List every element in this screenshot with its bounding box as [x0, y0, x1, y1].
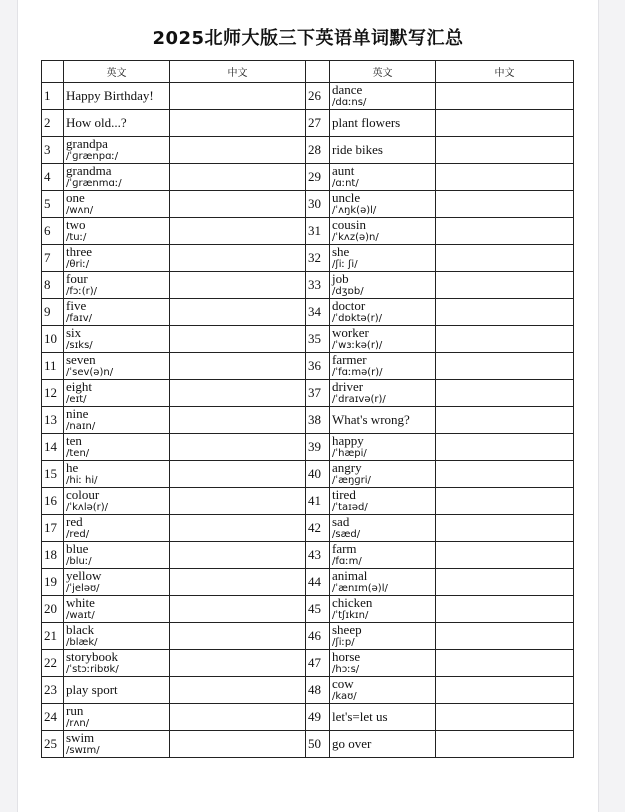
- chinese-answer-blank[interactable]: [436, 299, 574, 326]
- phonetic: /swɪm/: [66, 745, 100, 756]
- word-number: 37: [306, 380, 330, 407]
- word-number: 13: [42, 407, 64, 434]
- table-row: [42, 704, 574, 731]
- chinese-answer-blank[interactable]: [170, 326, 306, 353]
- word-number: 4: [42, 164, 64, 191]
- chinese-answer-blank[interactable]: [436, 218, 574, 245]
- table-row: [42, 569, 574, 596]
- document-page: [17, 0, 599, 812]
- english-word-cell: [330, 596, 436, 623]
- phonetic: /ˈænɪm(ə)l/: [332, 583, 388, 594]
- english-word: Happy Birthday!: [66, 88, 154, 103]
- english-word: How old...?: [66, 115, 127, 130]
- english-word: nine: [66, 406, 89, 421]
- word-number: 21: [42, 623, 64, 650]
- english-word-cell: [330, 434, 436, 461]
- english-word-cell: [64, 83, 170, 110]
- word-number: 16: [42, 488, 64, 515]
- table-row: [42, 218, 574, 245]
- phonetic: /ˈdraɪvə(r)/: [332, 394, 386, 405]
- english-word-cell: [64, 677, 170, 704]
- chinese-answer-blank[interactable]: [170, 353, 306, 380]
- english-word-cell: [64, 245, 170, 272]
- english-word-cell: [330, 326, 436, 353]
- phonetic: /ˈɡrænpɑː/: [66, 151, 119, 162]
- english-word: What's wrong?: [332, 412, 410, 427]
- chinese-answer-blank[interactable]: [170, 245, 306, 272]
- chinese-answer-blank[interactable]: [436, 380, 574, 407]
- chinese-answer-blank[interactable]: [436, 137, 574, 164]
- english-word-cell: [330, 137, 436, 164]
- english-word: happy: [332, 433, 364, 448]
- english-word-cell: [330, 164, 436, 191]
- phonetic: /wʌn/: [66, 205, 94, 216]
- word-number: 39: [306, 434, 330, 461]
- english-word: doctor: [332, 298, 366, 313]
- chinese-answer-blank[interactable]: [436, 623, 574, 650]
- table-row: [42, 380, 574, 407]
- phonetic: /sæd/: [332, 529, 361, 540]
- chinese-answer-blank[interactable]: [170, 164, 306, 191]
- word-number: 10: [42, 326, 64, 353]
- chinese-answer-blank[interactable]: [170, 569, 306, 596]
- phonetic: /blæk/: [66, 637, 98, 648]
- phonetic: /ˈsev(ə)n/: [66, 367, 114, 378]
- english-word: cow: [332, 676, 354, 691]
- english-word-cell: [64, 623, 170, 650]
- english-word-cell: [330, 623, 436, 650]
- chinese-answer-blank[interactable]: [436, 677, 574, 704]
- english-word: ride bikes: [332, 142, 383, 157]
- english-word: swim: [66, 730, 95, 745]
- phonetic: /tuː/: [66, 232, 87, 243]
- chinese-answer-blank[interactable]: [436, 191, 574, 218]
- english-word-cell: [64, 434, 170, 461]
- chinese-answer-blank[interactable]: [170, 218, 306, 245]
- word-number: 23: [42, 677, 64, 704]
- english-word-cell: [64, 461, 170, 488]
- english-word: seven: [66, 352, 96, 367]
- phonetic: /dɑːns/: [332, 97, 367, 108]
- table-row: [42, 434, 574, 461]
- word-number: 29: [306, 164, 330, 191]
- word-number: 14: [42, 434, 64, 461]
- chinese-answer-blank[interactable]: [170, 704, 306, 731]
- word-number: 46: [306, 623, 330, 650]
- chinese-answer-blank[interactable]: [170, 137, 306, 164]
- chinese-answer-blank[interactable]: [436, 326, 574, 353]
- header-chinese-right: 中文: [436, 61, 574, 83]
- english-word: colour: [66, 487, 100, 502]
- phonetic: /ˈkʌlə(r)/: [66, 502, 109, 513]
- english-word: angry: [332, 460, 362, 475]
- table-row: [42, 731, 574, 758]
- word-number: 31: [306, 218, 330, 245]
- page-title: 2025北师大版三下英语单词默写汇总: [152, 28, 464, 49]
- word-number: 15: [42, 461, 64, 488]
- word-number: 22: [42, 650, 64, 677]
- english-word-cell: [64, 272, 170, 299]
- chinese-answer-blank[interactable]: [436, 488, 574, 515]
- english-word: storybook: [66, 649, 118, 664]
- english-word-cell: [64, 731, 170, 758]
- english-word: run: [66, 703, 84, 718]
- chinese-answer-blank[interactable]: [170, 677, 306, 704]
- table-header-row: [42, 61, 574, 83]
- english-word: driver: [332, 379, 364, 394]
- english-word-cell: [64, 488, 170, 515]
- word-number: 33: [306, 272, 330, 299]
- english-word-cell: [64, 218, 170, 245]
- english-word-cell: [330, 218, 436, 245]
- table-row: [42, 407, 574, 434]
- table-row: [42, 110, 574, 137]
- chinese-answer-blank[interactable]: [170, 299, 306, 326]
- english-word-cell: [64, 596, 170, 623]
- word-number: 34: [306, 299, 330, 326]
- header-english-right: 英文: [330, 61, 436, 83]
- phonetic: /ˈʌŋk(ə)l/: [332, 205, 377, 216]
- english-word: uncle: [332, 190, 361, 205]
- phonetic: /ˈtaɪəd/: [332, 502, 368, 513]
- english-word-cell: [64, 380, 170, 407]
- chinese-answer-blank[interactable]: [170, 542, 306, 569]
- phonetic: /fɔː(r)/: [66, 286, 98, 297]
- word-number: 6: [42, 218, 64, 245]
- english-word: two: [66, 217, 86, 232]
- phonetic: /ˈkʌz(ə)n/: [332, 232, 379, 243]
- chinese-answer-blank[interactable]: [170, 596, 306, 623]
- english-word-cell: [330, 515, 436, 542]
- english-word: three: [66, 244, 92, 259]
- phonetic: /fɑːm/: [332, 556, 362, 567]
- english-word: eight: [66, 379, 92, 394]
- table-row: [42, 596, 574, 623]
- english-word: horse: [332, 649, 361, 664]
- word-number: 9: [42, 299, 64, 326]
- chinese-answer-blank[interactable]: [436, 596, 574, 623]
- english-word-cell: [64, 704, 170, 731]
- word-number: 11: [42, 353, 64, 380]
- english-word-cell: [330, 461, 436, 488]
- phonetic: /ten/: [66, 448, 90, 459]
- table-row: [42, 164, 574, 191]
- word-number: 32: [306, 245, 330, 272]
- english-word: ten: [66, 433, 82, 448]
- chinese-answer-blank[interactable]: [436, 461, 574, 488]
- table-row: [42, 83, 574, 110]
- english-word-cell: [64, 515, 170, 542]
- english-word-cell: [64, 569, 170, 596]
- chinese-answer-blank[interactable]: [170, 623, 306, 650]
- chinese-answer-blank[interactable]: [436, 515, 574, 542]
- english-word-cell: [330, 650, 436, 677]
- english-word-cell: [64, 326, 170, 353]
- english-word-cell: [330, 677, 436, 704]
- phonetic: /sɪks/: [66, 340, 93, 351]
- english-word-cell: [330, 542, 436, 569]
- table-row: [42, 650, 574, 677]
- english-word: white: [66, 595, 95, 610]
- english-word-cell: [64, 407, 170, 434]
- word-number: 36: [306, 353, 330, 380]
- word-number: 26: [306, 83, 330, 110]
- english-word: dance: [332, 82, 363, 97]
- english-word: four: [66, 271, 88, 286]
- english-word-cell: [330, 272, 436, 299]
- chinese-answer-blank[interactable]: [170, 488, 306, 515]
- table-row: [42, 245, 574, 272]
- word-number: 38: [306, 407, 330, 434]
- english-word: cousin: [332, 217, 366, 232]
- chinese-answer-blank[interactable]: [436, 407, 574, 434]
- chinese-answer-blank[interactable]: [436, 272, 574, 299]
- english-word-cell: [330, 191, 436, 218]
- chinese-answer-blank[interactable]: [436, 569, 574, 596]
- english-word: yellow: [66, 568, 102, 583]
- table-row: [42, 326, 574, 353]
- chinese-answer-blank[interactable]: [436, 542, 574, 569]
- english-word-cell: [64, 137, 170, 164]
- english-word: animal: [332, 568, 368, 583]
- chinese-answer-blank[interactable]: [170, 191, 306, 218]
- chinese-answer-blank[interactable]: [436, 83, 574, 110]
- chinese-answer-blank[interactable]: [436, 704, 574, 731]
- english-word: red: [66, 514, 83, 529]
- phonetic: /ˈfɑːmə(r)/: [332, 367, 383, 378]
- chinese-answer-blank[interactable]: [170, 434, 306, 461]
- word-number: 19: [42, 569, 64, 596]
- english-word: aunt: [332, 163, 355, 178]
- phonetic: /eɪt/: [66, 394, 87, 405]
- english-word-cell: [330, 245, 436, 272]
- english-word-cell: [330, 731, 436, 758]
- english-word: he: [66, 460, 79, 475]
- word-number: 48: [306, 677, 330, 704]
- english-word: sheep: [332, 622, 362, 637]
- table-row: [42, 623, 574, 650]
- phonetic: /kaʊ/: [332, 691, 357, 702]
- phonetic: /ˈjeləʊ/: [66, 583, 100, 594]
- english-word: chicken: [332, 595, 373, 610]
- table-row: [42, 677, 574, 704]
- phonetic: /θriː/: [66, 259, 90, 270]
- chinese-answer-blank[interactable]: [170, 380, 306, 407]
- phonetic: /ˈɡrænmɑː/: [66, 178, 122, 189]
- english-word-cell: [64, 110, 170, 137]
- phonetic: /hiː hi/: [66, 475, 98, 486]
- word-number: 25: [42, 731, 64, 758]
- phonetic: /ˈstɔːribʊk/: [66, 664, 119, 675]
- vocabulary-table: [41, 60, 574, 758]
- english-word-cell: [330, 569, 436, 596]
- english-word-cell: [64, 650, 170, 677]
- english-word-cell: [330, 407, 436, 434]
- word-number: 40: [306, 461, 330, 488]
- header-chinese-left: 中文: [170, 61, 306, 83]
- english-word-cell: [330, 380, 436, 407]
- english-word: black: [66, 622, 95, 637]
- english-word-cell: [330, 704, 436, 731]
- phonetic: /bluː/: [66, 556, 92, 567]
- word-number: 24: [42, 704, 64, 731]
- phonetic: /red/: [66, 529, 90, 540]
- chinese-answer-blank[interactable]: [170, 407, 306, 434]
- word-number: 1: [42, 83, 64, 110]
- english-word-cell: [64, 353, 170, 380]
- table-row: [42, 515, 574, 542]
- phonetic: /rʌn/: [66, 718, 90, 729]
- english-word: sad: [332, 514, 350, 529]
- word-number: 44: [306, 569, 330, 596]
- english-word: plant flowers: [332, 115, 401, 130]
- table-row: [42, 542, 574, 569]
- chinese-answer-blank[interactable]: [170, 731, 306, 758]
- english-word: she: [332, 244, 350, 259]
- chinese-answer-blank[interactable]: [436, 650, 574, 677]
- table-row: [42, 137, 574, 164]
- word-number: 8: [42, 272, 64, 299]
- phonetic: /dʒɒb/: [332, 286, 364, 297]
- word-number: 7: [42, 245, 64, 272]
- chinese-answer-blank[interactable]: [170, 272, 306, 299]
- english-word: tired: [332, 487, 356, 502]
- chinese-answer-blank[interactable]: [436, 353, 574, 380]
- phonetic: /ˈdɒktə(r)/: [332, 313, 382, 324]
- word-number: 49: [306, 704, 330, 731]
- english-word-cell: [64, 542, 170, 569]
- phonetic: /ˈhæpi/: [332, 448, 367, 459]
- word-number: 42: [306, 515, 330, 542]
- phonetic: /ˈæŋɡri/: [332, 475, 371, 486]
- word-number: 5: [42, 191, 64, 218]
- word-number: 27: [306, 110, 330, 137]
- table-row: [42, 488, 574, 515]
- table-row: [42, 191, 574, 218]
- phonetic: /ˈwɜːkə(r)/: [332, 340, 383, 351]
- english-word: worker: [332, 325, 369, 340]
- phonetic: /naɪn/: [66, 421, 96, 432]
- chinese-answer-blank[interactable]: [170, 515, 306, 542]
- english-word: five: [66, 298, 87, 313]
- word-number: 47: [306, 650, 330, 677]
- english-word-cell: [64, 299, 170, 326]
- phonetic: /waɪt/: [66, 610, 95, 621]
- word-number: 2: [42, 110, 64, 137]
- english-word: six: [66, 325, 82, 340]
- english-word-cell: [330, 299, 436, 326]
- english-word: farm: [332, 541, 357, 556]
- english-word: job: [332, 271, 349, 286]
- table-row: [42, 461, 574, 488]
- chinese-answer-blank[interactable]: [436, 110, 574, 137]
- phonetic: /ˈtʃɪkɪn/: [332, 610, 369, 621]
- word-number: 45: [306, 596, 330, 623]
- header-num-right: [306, 61, 330, 83]
- english-word-cell: [330, 110, 436, 137]
- english-word-cell: [64, 191, 170, 218]
- phonetic: /hɔːs/: [332, 664, 360, 675]
- chinese-answer-blank[interactable]: [436, 164, 574, 191]
- english-word-cell: [330, 83, 436, 110]
- english-word: go over: [332, 736, 372, 751]
- word-number: 41: [306, 488, 330, 515]
- chinese-answer-blank[interactable]: [170, 83, 306, 110]
- english-word-cell: [330, 488, 436, 515]
- phonetic: /ɑːnt/: [332, 178, 359, 189]
- word-number: 35: [306, 326, 330, 353]
- word-number: 20: [42, 596, 64, 623]
- phonetic: /ʃiː ʃi/: [332, 259, 358, 270]
- word-number: 30: [306, 191, 330, 218]
- table-row: [42, 272, 574, 299]
- table-row: [42, 299, 574, 326]
- table-row: [42, 353, 574, 380]
- word-number: 50: [306, 731, 330, 758]
- english-word: blue: [66, 541, 89, 556]
- chinese-answer-blank[interactable]: [170, 461, 306, 488]
- word-number: 28: [306, 137, 330, 164]
- english-word-cell: [330, 353, 436, 380]
- english-word: grandma: [66, 163, 112, 178]
- chinese-answer-blank[interactable]: [170, 650, 306, 677]
- english-word: play sport: [66, 682, 118, 697]
- chinese-answer-blank[interactable]: [170, 110, 306, 137]
- chinese-answer-blank[interactable]: [436, 731, 574, 758]
- word-number: 43: [306, 542, 330, 569]
- word-number: 12: [42, 380, 64, 407]
- english-word: one: [66, 190, 85, 205]
- word-number: 18: [42, 542, 64, 569]
- english-word-cell: [64, 164, 170, 191]
- chinese-answer-blank[interactable]: [436, 245, 574, 272]
- word-number: 3: [42, 137, 64, 164]
- english-word: let's=let us: [332, 709, 388, 724]
- header-num-left: [42, 61, 64, 83]
- english-word: farmer: [332, 352, 367, 367]
- phonetic: /ʃiːp/: [332, 637, 355, 648]
- header-english-left: 英文: [64, 61, 170, 83]
- chinese-answer-blank[interactable]: [436, 434, 574, 461]
- word-number: 17: [42, 515, 64, 542]
- english-word: grandpa: [66, 136, 108, 151]
- phonetic: /faɪv/: [66, 313, 93, 324]
